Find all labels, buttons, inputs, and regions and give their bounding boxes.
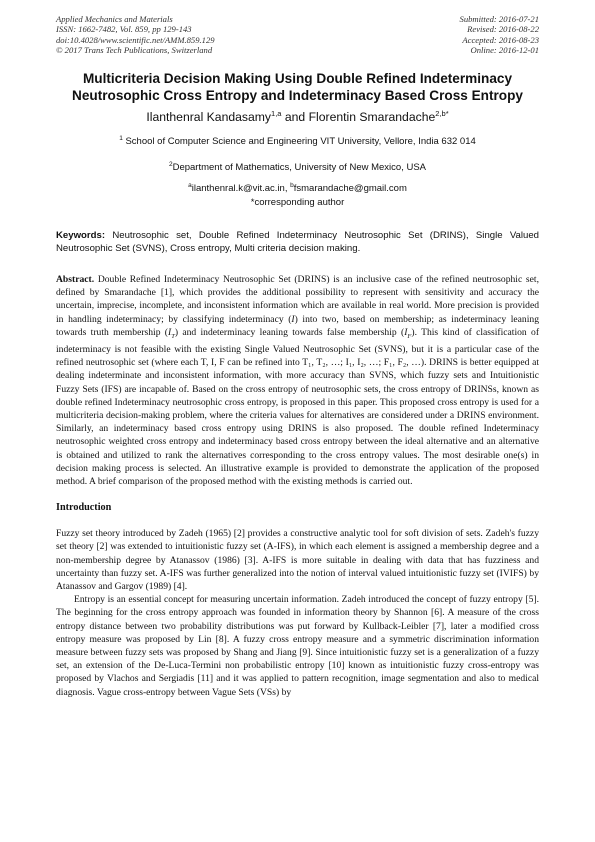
- abstract-part-1: Double Refined Indeterminacy Neutrosophic Set (DRINS) is an inclusive case of the refined neutrosophic set, defined by Smarandache [1], which provides the additional possibility to represent with sensitivity and accuracy the uncertain, imprecise, incomplete, and inconsistent information which are available in real world. More precision is provided in handling indeterminacy; by classifying indeterminacy (: [56, 273, 539, 325]
- abstract-label: Abstract.: [56, 273, 95, 285]
- affiliation-2: [56, 158, 539, 174]
- author-list: [56, 109, 539, 124]
- accepted-date: Accepted: 2016-08-23: [462, 34, 539, 45]
- affiliation-1-mark: 1: [119, 134, 123, 142]
- author-2-affiliation-mark: 2,b*: [435, 108, 449, 118]
- affiliation-2-mark: 2: [168, 160, 173, 168]
- keywords-label: Keywords:: [56, 230, 106, 242]
- author-1: Ilanthenral Kandasamy: [146, 109, 272, 124]
- symbol-IT-subscript: T: [171, 332, 175, 340]
- corresponding-author-note: *corresponding author: [250, 197, 345, 209]
- email-b[interactable]: fsmarandache@gmail.com: [293, 183, 407, 195]
- journal-name: Applied Mechanics and Materials: [56, 14, 173, 24]
- affiliation-2-text: Department of Mathematics, University of New Mexico, USA: [172, 162, 427, 173]
- symbol-IF: I: [404, 326, 408, 338]
- email-a[interactable]: ilanthenral.k@vit.ac.in,: [191, 183, 291, 195]
- journal-header: [56, 14, 539, 56]
- author-2: Florentin Smarandache: [308, 109, 436, 124]
- intro-paragraph-1: Fuzzy set theory introduced by Zadeh (1965) [2] provides a constructive analytic tool for soft division of sets. Zadeh's fuzzy set theory [2] was extended to intuitionistic fuzzy set (A-IFS), in which each element is assigned a membership degree and a non-membership degree by Atanassov (1986) [3]. A-IFS is more suitable in dealing with data that has fuzziness and uncertainty than fuzzy set. A-IFS was further generalized into the notion of interval valued intuitionistic fuzzy set (IVIFS) by Atanassov and Gargov (1989) [4].: [56, 528, 539, 592]
- keywords: [56, 230, 539, 255]
- intro-paragraph-2: Entropy is an essential concept for measuring uncertain information. Zadeh introduced the concept of fuzzy entropy [5]. The beginning for the cross entropy approach was founded in information theory by Shannon [6]. A measure of the cross entropy distance between two probability distributions was put forward by Kullback-Leibler [7], later a modified cross entropy measure was proposed by Lin [8]. A fuzzy cross entropy measure and a symmetric discrimination information measure between fuzzy sets was proposed by Shang and Jiang [9]. Since intuitionistic fuzzy set is a generalization of a fuzzy set, an extension of the De-Luca-Termini non probabilistic entropy [10] known as intuitionistic fuzzy cross-entropy was proposed by Vlachos and Sergiadis [11] and it was applied to pattern recognition, image segmentation and also to medical diagnosis. Vague cross-entropy between Vague Sets (VSs) by: [56, 594, 539, 698]
- email-a-mark: a: [188, 182, 192, 189]
- section-heading-introduction: Introduction: [56, 502, 112, 514]
- issn-line: ISSN: 1662-7482, Vol. 859, pp 129-143: [56, 24, 192, 35]
- doi-link[interactable]: doi:10.4028/www.scientific.net/AMM.859.129: [56, 34, 215, 45]
- author-emails: [56, 179, 539, 195]
- abstract-part-2: ) into two, based on membership; as indeterminacy leaning towards truth membership (: [56, 313, 539, 338]
- online-date: Online: 2016-12-01: [470, 45, 539, 56]
- keywords-text: Neutrosophic set, Double Refined Indeterminacy Neutrosophic Set (DRINS), Single Valued Neutrosophic Set (SVNS), Cross entropy, Multi criteria decision making.: [56, 230, 539, 254]
- symbol-IT: I: [168, 326, 172, 338]
- title-line-1: Multicriteria Decision Making Using Double Refined Indeterminacy: [82, 70, 513, 86]
- abstract-part-4: ). This kind of classification of indeterminacy is not feasible with the existing Single Valued Neutrosophic Set (SVNS), but it is a particular case of the refined neutrosophic set (where each T, I, F can be refined into T₁, T₂, …; I₁, I₂, …; F₁, F₂, …). DRINS is better equipped at dealing indeterminate and inconsistent information, with more accuracy than SVNS, which fuzzy sets and Intuitionistic Fuzzy Sets (IFS) are incapable of. Based on the cross entropy of neutrosophic sets, the cross entropy of DRINSs, known as double refined Indeterminacy neutrosophic cross entropy, is proposed in this paper. This proposed cross entropy is used for a multicriteria decision-making problem, where the criteria values for alternatives are considered under a DRINS environment. Similarly, an indeterminacy based cross entropy using DRINS is also proposed. The double refined Indeterminacy neutrosophic weighted cross entropy and indeterminacy based cross entropy between the ideal alternative and an alternative is obtained and utilized to rank the alternatives corresponding to the cross entropy values. The most desirable one(s) in decision making process is selected. An illustrative example is provided to demonstrate the application of the proposed method. A brief comparison of the proposed method with the existing methods is carried out.: [56, 326, 540, 487]
- affiliation-1: [56, 132, 539, 148]
- revised-date: Revised: 2016-08-22: [467, 24, 539, 35]
- copyright-line: © 2017 Trans Tech Publications, Switzerland: [56, 45, 213, 56]
- abstract-part-3: ) and indeterminacy leaning towards false membership (: [174, 326, 405, 338]
- publication-dates: [460, 14, 539, 56]
- submitted-date: Submitted: 2016-07-21: [459, 14, 539, 24]
- email-b-mark: b: [290, 182, 294, 189]
- symbol-IF-subscript: F: [407, 332, 412, 340]
- author-joiner: and: [281, 109, 309, 124]
- journal-info: [56, 14, 215, 56]
- affiliation-1-text: School of Computer Science and Engineering VIT University, Vellore, India 632 014: [125, 135, 476, 147]
- paper-title: [56, 70, 539, 104]
- symbol-I: I: [291, 313, 295, 325]
- author-1-affiliation-mark: 1,a: [271, 108, 282, 118]
- title-line-2: Neutrosophic Cross Entropy and Indeterminacy Based Cross Entropy: [72, 87, 523, 103]
- doi-line: [56, 35, 215, 45]
- abstract: [56, 273, 539, 488]
